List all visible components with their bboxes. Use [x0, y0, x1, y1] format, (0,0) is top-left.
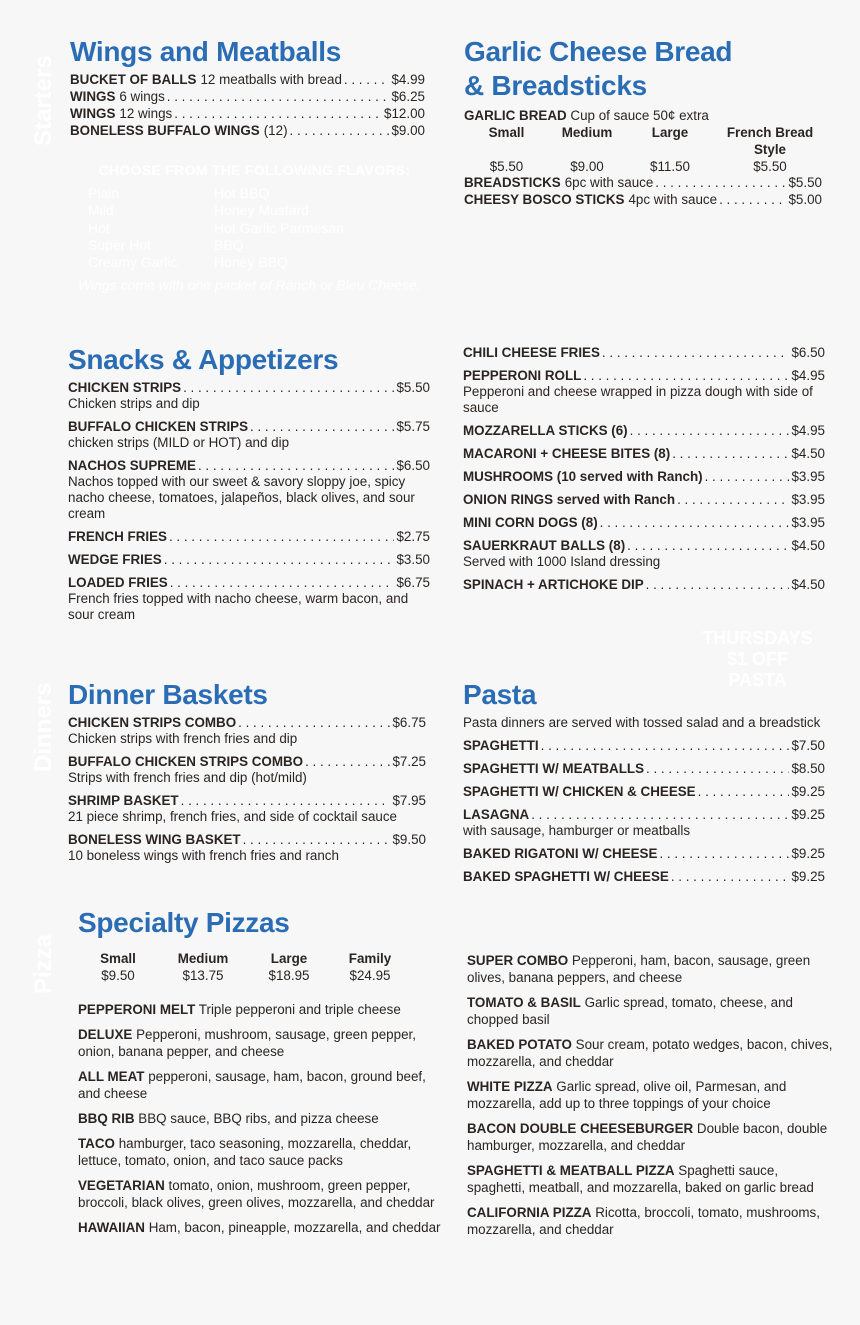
- menu-item-row: [70, 89, 425, 105]
- menu-item-row: [68, 754, 426, 770]
- item-desc: (12): [263, 123, 288, 138]
- dot-leader: [627, 538, 789, 554]
- item-name: LOADED FRIES: [68, 575, 168, 590]
- flavor-option: Mild: [88, 202, 114, 219]
- pizza-left-items: [78, 1001, 450, 1236]
- flavor-option: Honey BBQ: [214, 254, 288, 271]
- pizza-item: [78, 1110, 450, 1127]
- size-label: Medium: [561, 125, 613, 140]
- item-name: BUCKET OF BALLS: [70, 72, 197, 87]
- pizza-desc: pepperoni, sausage, ham, bacon, ground beef, and cheese: [78, 1069, 426, 1101]
- menu-item: [70, 89, 425, 105]
- dot-leader: [677, 492, 789, 508]
- item-price: $6.75: [396, 575, 430, 590]
- menu-item: [68, 419, 430, 451]
- garlic-title-line2: & Breadsticks: [464, 70, 647, 101]
- menu-item-row: [463, 807, 825, 823]
- menu-item-row: [68, 793, 426, 809]
- item-name: SHRIMP BASKET: [68, 793, 179, 808]
- size-label: Small: [488, 125, 525, 140]
- pizza-name: VEGETARIAN: [78, 1178, 165, 1193]
- item-name: CHILI CHEESE FRIES: [463, 345, 600, 360]
- snacks-title: Snacks & Appetizers: [68, 344, 339, 375]
- item-name: BUFFALO CHICKEN STRIPS COMBO: [68, 754, 304, 769]
- item-name: CHICKEN STRIPS COMBO: [68, 715, 237, 730]
- garlic-bread-line: [464, 107, 822, 124]
- size-label: Family: [348, 951, 392, 966]
- pizza-desc: Ham, bacon, pineapple, mozzarella, and cheddar: [148, 1220, 441, 1235]
- flavor-option: Plain: [88, 185, 120, 201]
- dot-leader: [646, 577, 790, 593]
- size-price: $13.75: [182, 968, 224, 983]
- dot-leader: [167, 89, 390, 105]
- menu-item: [70, 106, 425, 122]
- pizza-desc: BBQ sauce, BBQ ribs, and pizza cheese: [138, 1111, 379, 1126]
- menu-item-row: [464, 175, 822, 191]
- menu-item-row: [463, 345, 825, 361]
- menu-item: [463, 577, 825, 593]
- dot-leader: [305, 754, 390, 770]
- item-price: $8.50: [791, 761, 825, 776]
- dinner-section: [68, 678, 426, 871]
- item-name: MOZZARELLA STICKS (6): [463, 423, 628, 438]
- flavors-list: [88, 185, 425, 271]
- pizza-right-items: [467, 952, 837, 1238]
- menu-item: [464, 192, 822, 208]
- item-price: $4.95: [791, 368, 825, 383]
- item-price: $5.00: [788, 192, 822, 207]
- size-price: $18.95: [268, 968, 310, 983]
- menu-item-row: [463, 446, 825, 462]
- flavor-option: Hot BBQ: [214, 185, 270, 201]
- wings-title: Wings and Meatballs: [70, 36, 341, 67]
- item-price: $4.95: [791, 423, 825, 438]
- item-price: $6.50: [791, 345, 825, 360]
- pizza-name: BAKED POTATO: [467, 1037, 572, 1052]
- item-description: Nachos topped with our sweet & savory sloppy joe, spicy nacho cheese, tomatoes, jalapeños, black olives, and sour cream: [68, 474, 415, 521]
- item-desc: 6 wings: [119, 89, 165, 104]
- item-name: SPAGHETTI W/ MEATBALLS: [463, 761, 645, 776]
- pizza-name: DELUXE: [78, 1027, 133, 1042]
- menu-item: [70, 72, 425, 88]
- item-price: $3.95: [791, 492, 825, 507]
- item-name: LASAGNA: [463, 807, 530, 822]
- pizza-item: [467, 1162, 837, 1196]
- menu-item: [70, 123, 425, 139]
- promo-line3: PASTA: [728, 670, 787, 690]
- menu-item-row: [463, 538, 825, 554]
- menu-item: [68, 458, 430, 522]
- dot-leader: [671, 869, 790, 885]
- menu-item-row: [68, 715, 426, 731]
- size-label: Small: [100, 951, 136, 966]
- menu-item: [68, 529, 430, 545]
- pizza-desc: hamburger, taco seasoning, mozzarella, cheddar, lettuce, tomato, onion, and taco sauce packs: [78, 1136, 412, 1168]
- item-name: SPAGHETTI W/ CHICKEN & CHEESE: [463, 784, 696, 799]
- pizza-right-section: [467, 952, 837, 1246]
- dot-leader: [183, 380, 394, 396]
- dot-leader: [672, 446, 789, 462]
- dot-leader: [600, 515, 790, 531]
- item-name: PEPPERONI ROLL: [463, 368, 582, 383]
- item-description: Served with 1000 Island dressing: [463, 554, 661, 569]
- item-name: BAKED SPAGHETTI W/ CHEESE: [463, 869, 669, 884]
- item-description: with sausage, hamburger or meatballs: [463, 823, 691, 838]
- pizza-item: [467, 1204, 837, 1238]
- dot-leader: [198, 458, 395, 474]
- snacks-right-section: [463, 345, 825, 600]
- menu-item-row: [463, 469, 825, 485]
- dot-leader: [250, 419, 394, 435]
- pizza-desc: Sour cream, potato wedges, bacon, chives, mozzarella, and cheddar: [467, 1037, 833, 1069]
- snacks-left-items: [68, 380, 430, 623]
- menu-item-row: [463, 492, 825, 508]
- flavor-option: Hot: [88, 219, 110, 236]
- menu-item: [68, 793, 426, 825]
- pizza-name: TOMATO & BASIL: [467, 995, 581, 1010]
- pizza-desc: Double bacon, double hamburger, mozzarella, and cheddar: [467, 1121, 828, 1153]
- menu-item: [463, 469, 825, 485]
- item-name: WEDGE FRIES: [68, 552, 162, 567]
- dot-leader: [238, 715, 390, 731]
- menu-item: [68, 575, 430, 623]
- pizza-desc: tomato, onion, mushroom, green pepper, broccoli, black olives, green olives, mozzarella, and cheddar: [78, 1178, 435, 1210]
- item-name: SAUERKRAUT BALLS (8): [463, 538, 626, 553]
- item-name: BONELESS WING BASKET: [68, 832, 241, 847]
- dot-leader: [719, 192, 786, 208]
- dot-leader: [659, 846, 789, 862]
- pizza-item: [78, 1026, 450, 1060]
- menu-item-row: [68, 529, 430, 545]
- item-price: $9.25: [791, 784, 825, 799]
- menu-item: [463, 515, 825, 531]
- item-price: $6.25: [391, 89, 425, 104]
- menu-item: [68, 380, 430, 412]
- item-price: $3.50: [396, 552, 430, 567]
- menu-item: [463, 446, 825, 462]
- item-price: $9.25: [791, 846, 825, 861]
- pizza-name: BBQ RIB: [78, 1111, 135, 1126]
- menu-item: [463, 423, 825, 439]
- item-desc: 6pc with sauce: [564, 175, 654, 190]
- side-label-dinners: Dinners: [30, 682, 57, 772]
- item-price: $6.75: [392, 715, 426, 730]
- dot-leader: [531, 807, 789, 823]
- dot-leader: [602, 345, 790, 361]
- menu-item-row: [70, 106, 425, 122]
- item-name: BAKED RIGATONI W/ CHEESE: [463, 846, 658, 861]
- menu-item: [68, 754, 426, 786]
- item-name: MACARONI + CHEESE BITES (8): [463, 446, 671, 461]
- size-price: $9.50: [101, 968, 135, 983]
- item-name: WINGS: [70, 106, 116, 121]
- size-price: $11.50: [650, 159, 690, 174]
- menu-item-row: [68, 832, 426, 848]
- dot-leader: [290, 123, 390, 139]
- menu-item-row: [68, 419, 430, 435]
- garlic-bread-name: GARLIC BREAD: [464, 108, 567, 123]
- pizza-name: ALL MEAT: [78, 1069, 145, 1084]
- item-name: BREADSTICKS: [464, 175, 561, 190]
- item-price: $4.50: [791, 446, 825, 461]
- menu-item-row: [463, 761, 825, 777]
- pasta-items: [463, 738, 825, 885]
- pizza-desc: Ricotta, broccoli, tomato, mushrooms, mozzarella, and cheddar: [467, 1205, 820, 1237]
- menu-item-row: [68, 380, 430, 396]
- dot-leader: [344, 72, 390, 88]
- wings-section: [70, 35, 425, 293]
- dot-leader: [170, 575, 395, 591]
- flavor-option: Super Hot: [88, 236, 152, 253]
- menu-item-row: [463, 738, 825, 754]
- menu-item: [464, 175, 822, 191]
- pizza-desc: Pepperoni, mushroom, sausage, green pepper, onion, banana pepper, and cheese: [78, 1027, 416, 1059]
- item-price: $4.50: [791, 577, 825, 592]
- menu-item-row: [463, 577, 825, 593]
- menu-item: [463, 538, 825, 570]
- menu-item-row: [70, 123, 425, 139]
- size-price: $24.95: [349, 968, 391, 983]
- menu-item: [463, 345, 825, 361]
- menu-item-row: [68, 458, 430, 474]
- item-price: $12.00: [384, 106, 425, 121]
- pizza-item: [78, 1001, 450, 1018]
- pizza-item: [467, 1120, 837, 1154]
- snacks-right-items: [463, 345, 825, 593]
- flavors-heading: CHOOSE FROM THE FOLLOWING FLAVORS:: [98, 162, 411, 178]
- flavor-option: Hot Garlic Parmesan: [214, 219, 344, 236]
- menu-item: [463, 738, 825, 754]
- item-name: SPAGHETTI: [463, 738, 539, 753]
- pizza-desc: Pepperoni, ham, bacon, sausage, green olives, banana peppers, and cheese: [467, 953, 811, 985]
- pizza-name: HAWAIIAN: [78, 1220, 145, 1235]
- size-price: $9.00: [570, 159, 604, 174]
- pasta-intro: Pasta dinners are served with tossed salad and a breadstick: [463, 715, 821, 730]
- pizza-item: [78, 1177, 450, 1211]
- item-name: WINGS: [70, 89, 116, 104]
- garlic-bread-section: [464, 35, 822, 209]
- item-description: chicken strips (MILD or HOT) and dip: [68, 435, 290, 450]
- garlic-title-line1: Garlic Cheese Bread: [464, 36, 733, 67]
- menu-item-row: [463, 423, 825, 439]
- dot-leader: [705, 469, 790, 485]
- item-description: French fries topped with nacho cheese, warm bacon, and sour cream: [68, 591, 409, 622]
- item-price: $9.50: [392, 832, 426, 847]
- flavor-option: BBQ: [214, 236, 244, 253]
- pizza-name: PEPPERONI MELT: [78, 1002, 196, 1017]
- item-name: CHICKEN STRIPS: [68, 380, 182, 395]
- item-name: CHEESY BOSCO STICKS: [464, 192, 625, 207]
- pizza-desc: Spaghetti sauce, spaghetti, meatball, and mozzarella, baked on garlic bread: [467, 1163, 814, 1195]
- menu-item: [463, 784, 825, 800]
- pizza-desc: Triple pepperoni and triple cheese: [198, 1002, 401, 1017]
- dot-leader: [646, 761, 789, 777]
- pizza-name: WHITE PIZZA: [467, 1079, 553, 1094]
- flavor-option: Creamy Garlic: [88, 254, 178, 271]
- menu-item-row: [463, 515, 825, 531]
- menu-item: [463, 869, 825, 885]
- pizza-size-table: [78, 950, 398, 984]
- menu-item-row: [463, 869, 825, 885]
- item-price: $7.95: [392, 793, 426, 808]
- pizza-item: [467, 952, 837, 986]
- promo-line1: THURSDAYS: [702, 628, 813, 648]
- item-price: $4.50: [791, 538, 825, 553]
- menu-item: [463, 846, 825, 862]
- item-description: Chicken strips with french fries and dip: [68, 731, 298, 746]
- menu-item: [463, 807, 825, 839]
- pizza-name: SPAGHETTI & MEATBALL PIZZA: [467, 1163, 675, 1178]
- size-label: Large: [270, 951, 308, 966]
- size-label: Medium: [177, 951, 229, 966]
- side-label-pizza: Pizza: [30, 933, 57, 994]
- item-name: MUSHROOMS (10 served with Ranch): [463, 469, 703, 484]
- pizza-item: [78, 1219, 450, 1236]
- item-description: Pepperoni and cheese wrapped in pizza dough with side of sauce: [463, 384, 813, 415]
- item-price: $9.00: [391, 123, 425, 138]
- pizza-title: Specialty Pizzas: [78, 907, 290, 938]
- size-label: Large: [651, 125, 689, 140]
- size-price: $5.50: [753, 159, 787, 174]
- item-desc: 12 wings: [119, 106, 173, 121]
- menu-item-row: [463, 784, 825, 800]
- item-description: Strips with french fries and dip (hot/mild): [68, 770, 307, 785]
- item-price: $5.75: [396, 419, 430, 434]
- side-label-starters: Starters: [30, 55, 57, 146]
- dot-leader: [583, 368, 789, 384]
- menu-item: [463, 761, 825, 777]
- item-price: $4.99: [391, 72, 425, 87]
- garlic-size-table: [464, 124, 822, 175]
- menu-item-row: [464, 192, 822, 208]
- item-description: Chicken strips and dip: [68, 396, 200, 411]
- dot-leader: [169, 529, 395, 545]
- pizza-name: CALIFORNIA PIZZA: [467, 1205, 592, 1220]
- item-desc: 12 meatballs with bread: [200, 72, 342, 87]
- pizza-name: BACON DOUBLE CHEESEBURGER: [467, 1121, 694, 1136]
- pizza-item: [467, 1078, 837, 1112]
- item-name: BUFFALO CHICKEN STRIPS: [68, 419, 249, 434]
- menu-item: [463, 492, 825, 508]
- item-name: MINI CORN DOGS (8): [463, 515, 598, 530]
- menu-item: [68, 715, 426, 747]
- pasta-title: Pasta: [463, 679, 537, 710]
- item-price: $2.75: [396, 529, 430, 544]
- dot-leader: [164, 552, 395, 568]
- dinner-items: [68, 715, 426, 864]
- pizza-section: [78, 906, 450, 1244]
- dot-leader: [181, 793, 391, 809]
- snacks-section: [68, 343, 430, 630]
- item-price: $7.25: [392, 754, 426, 769]
- item-name: FRENCH FRIES: [68, 529, 167, 544]
- pizza-item: [467, 994, 837, 1028]
- dot-leader: [243, 832, 391, 848]
- pizza-desc: Garlic spread, tomato, cheese, and chopped basil: [467, 995, 793, 1027]
- size-label: French Bread Style: [726, 125, 814, 157]
- dinner-title: Dinner Baskets: [68, 679, 268, 710]
- item-name: SPINACH + ARTICHOKE DIP: [463, 577, 644, 592]
- item-description: 21 piece shrimp, french fries, and side of cocktail sauce: [68, 809, 397, 824]
- menu-item: [68, 832, 426, 864]
- item-price: $9.25: [791, 869, 825, 884]
- dot-leader: [630, 423, 790, 439]
- item-name: BONELESS BUFFALO WINGS: [70, 123, 260, 138]
- item-price: $5.50: [396, 380, 430, 395]
- dot-leader: [174, 106, 382, 122]
- pizza-item: [78, 1135, 450, 1169]
- size-price: $5.50: [489, 159, 524, 174]
- item-description: 10 boneless wings with french fries and ranch: [68, 848, 339, 863]
- pizza-desc: Garlic spread, olive oil, Parmesan, and mozzarella, add up to three toppings of your choice: [467, 1079, 787, 1111]
- menu-item-row: [68, 575, 430, 591]
- pizza-name: TACO: [78, 1136, 115, 1151]
- flavor-option: Honey Mustard: [214, 202, 309, 219]
- wings-items: [70, 72, 425, 139]
- menu-item-row: [68, 552, 430, 568]
- pizza-item: [78, 1068, 450, 1102]
- pizza-name: SUPER COMBO: [467, 953, 569, 968]
- flavors-note: Wings come with one packet of Ranch or Bleu Cheese.: [78, 277, 421, 294]
- dot-leader: [541, 738, 790, 754]
- item-name: NACHOS SUPREME: [68, 458, 196, 473]
- item-price: $3.95: [791, 515, 825, 530]
- promo-line2: $1 OFF: [726, 649, 788, 669]
- menu-item-row: [463, 368, 825, 384]
- item-price: $5.50: [788, 175, 822, 190]
- garlic-bread-desc: Cup of sauce 50¢ extra: [570, 108, 709, 123]
- menu-item: [463, 368, 825, 416]
- menu-item-row: [70, 72, 425, 88]
- dot-leader: [698, 784, 790, 800]
- item-price: $9.25: [791, 807, 825, 822]
- garlic-items: [464, 175, 822, 208]
- item-price: $7.50: [791, 738, 825, 753]
- pasta-section: [463, 678, 825, 892]
- item-price: $3.95: [791, 469, 825, 484]
- item-price: $6.50: [396, 458, 430, 473]
- dot-leader: [655, 175, 786, 191]
- menu-item-row: [463, 846, 825, 862]
- menu-item: [68, 552, 430, 568]
- pizza-item: [467, 1036, 837, 1070]
- item-desc: 4pc with sauce: [628, 192, 718, 207]
- item-name: ONION RINGS served with Ranch: [463, 492, 676, 507]
